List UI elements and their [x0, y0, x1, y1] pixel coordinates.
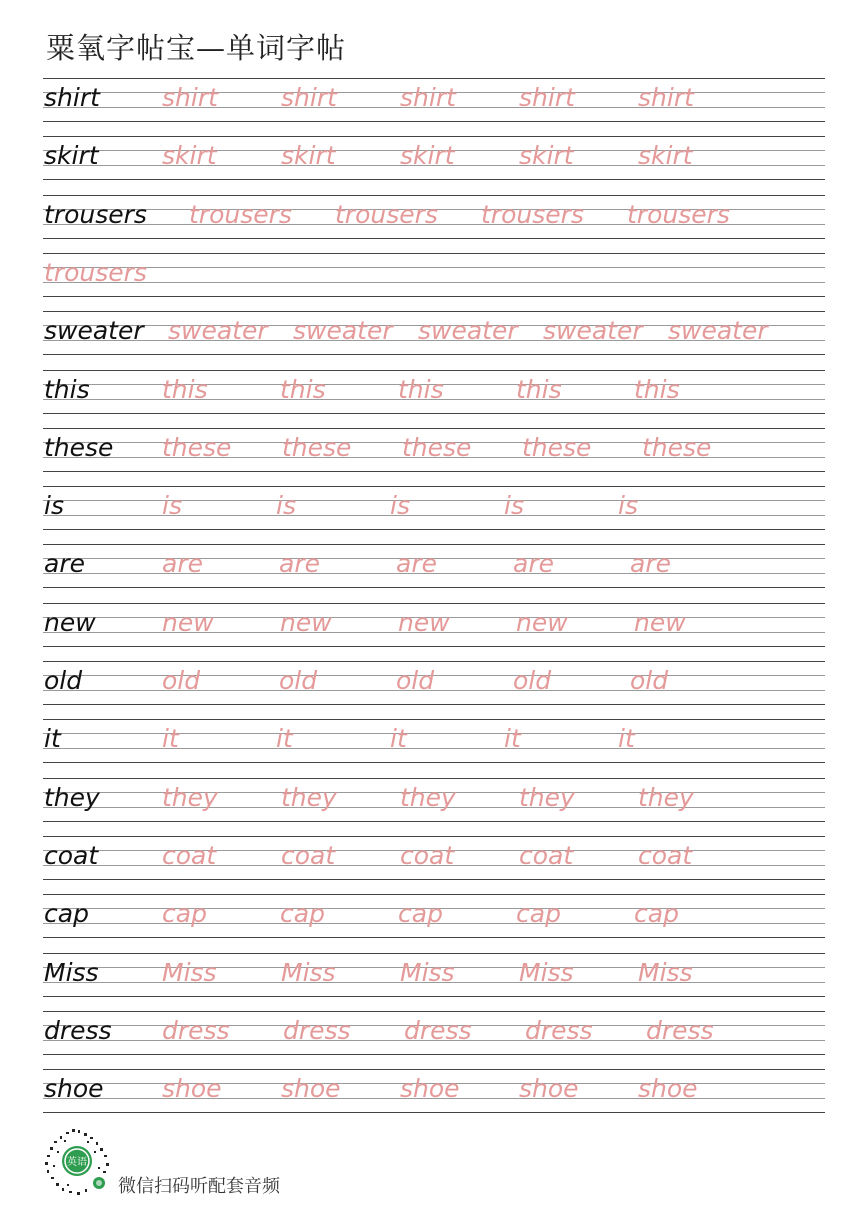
guide-line	[43, 500, 825, 501]
model-word: old	[44, 666, 83, 695]
guide-line	[43, 953, 825, 954]
trace-word: trousers	[627, 199, 730, 229]
trace-word: shoe	[400, 1074, 460, 1104]
trace-word: cap	[516, 899, 561, 929]
trace-word: this	[634, 374, 680, 404]
guide-line	[43, 428, 825, 429]
practice-row	[43, 661, 825, 711]
guide-line	[43, 748, 825, 749]
guide-line	[43, 879, 825, 880]
guide-line	[43, 762, 825, 763]
guide-line	[43, 413, 825, 414]
trace-word: sweater	[168, 316, 268, 346]
practice-row	[43, 428, 825, 478]
trace-word: are	[279, 549, 320, 579]
guide-line	[43, 471, 825, 472]
guide-line	[43, 121, 825, 122]
guide-line	[43, 529, 825, 530]
trace-word: skirt	[638, 141, 693, 171]
practice-row	[43, 544, 825, 594]
model-word: skirt	[44, 141, 99, 171]
model-word: sweater	[44, 316, 144, 346]
guide-line	[43, 894, 825, 895]
trace-word: old	[279, 666, 318, 695]
guide-line	[43, 937, 825, 938]
guide-line	[43, 515, 825, 516]
trace-word: dress	[646, 1015, 714, 1045]
practice-row	[43, 253, 825, 303]
trace-word: this	[280, 374, 326, 404]
guide-line	[43, 1069, 825, 1070]
trace-word: skirt	[519, 141, 574, 171]
trace-word: old	[396, 666, 435, 695]
guide-line	[43, 1011, 825, 1012]
guide-line	[43, 704, 825, 705]
trace-word: are	[630, 549, 671, 579]
trace-word: new	[634, 607, 686, 637]
guide-line	[43, 296, 825, 297]
qr-code-icon	[42, 1127, 112, 1197]
trace-word: new	[516, 607, 568, 637]
trace-word: dress	[525, 1015, 593, 1045]
trace-word: cap	[162, 899, 207, 929]
practice-row	[43, 1011, 825, 1061]
trace-word: these	[282, 432, 352, 462]
guide-line	[43, 486, 825, 487]
guide-line	[43, 311, 825, 312]
trace-word: shirt	[400, 83, 456, 112]
trace-word: dress	[283, 1015, 351, 1045]
model-word: new	[44, 607, 96, 637]
trace-word: shirt	[162, 83, 218, 112]
footer-caption: 微信扫码听配套音频	[118, 1176, 280, 1197]
trace-word: cap	[634, 899, 679, 929]
trace-word: it	[504, 724, 521, 754]
guide-line	[43, 179, 825, 180]
trace-word: shoe	[519, 1074, 579, 1104]
trace-word: dress	[162, 1015, 230, 1045]
trace-word: dress	[404, 1015, 472, 1045]
trace-word: sweater	[418, 316, 518, 346]
practice-row	[43, 486, 825, 536]
trace-word: shirt	[281, 83, 337, 112]
trace-word: old	[630, 666, 669, 695]
model-word: this	[44, 374, 90, 404]
trace-word: they	[400, 782, 456, 812]
trace-word: Miss	[162, 957, 217, 987]
trace-word: old	[162, 666, 201, 695]
practice-row	[43, 836, 825, 886]
trace-word: coat	[162, 840, 217, 870]
model-word: shoe	[44, 1074, 104, 1104]
trace-word: Miss	[281, 957, 336, 987]
trace-word: these	[402, 432, 472, 462]
trace-word: are	[513, 549, 554, 579]
trace-word: new	[162, 607, 214, 637]
trace-word: shoe	[281, 1074, 341, 1104]
model-word: these	[44, 432, 114, 462]
page-title: 粟氧字帖宝—单词字帖	[46, 31, 347, 65]
trace-word: cap	[398, 899, 443, 929]
model-word: Miss	[44, 957, 99, 987]
trace-word: shoe	[162, 1074, 222, 1104]
guide-line	[43, 587, 825, 588]
practice-row	[43, 78, 825, 128]
model-word: are	[44, 549, 85, 579]
trace-word: skirt	[400, 141, 455, 171]
practice-row	[43, 894, 825, 944]
trace-word: coat	[519, 840, 574, 870]
trace-word: this	[516, 374, 562, 404]
trace-word: sweater	[293, 316, 393, 346]
model-word: trousers	[44, 199, 147, 229]
trace-word: old	[513, 666, 552, 695]
trace-word: shirt	[519, 83, 575, 112]
guide-line	[43, 370, 825, 371]
trace-word: is	[276, 491, 296, 521]
trace-word: this	[398, 374, 444, 404]
practice-row	[43, 370, 825, 420]
trace-word: shirt	[638, 83, 694, 112]
trace-word: is	[390, 491, 410, 521]
practice-row	[43, 953, 825, 1003]
trace-word: it	[276, 724, 293, 754]
trace-word: sweater	[543, 316, 643, 346]
guide-line	[43, 253, 825, 254]
trace-word: trousers	[335, 199, 438, 229]
trace-word: is	[618, 491, 638, 521]
guide-line	[43, 778, 825, 779]
guide-line	[43, 719, 825, 720]
trace-word: are	[396, 549, 437, 579]
trace-word: coat	[400, 840, 455, 870]
trace-word: skirt	[162, 141, 217, 171]
model-word: cap	[44, 899, 89, 929]
practice-row	[43, 1069, 825, 1119]
trace-word: is	[162, 491, 182, 521]
model-word: coat	[44, 840, 99, 870]
guide-line	[43, 136, 825, 137]
trace-word: trousers	[44, 257, 147, 287]
model-word: is	[44, 491, 64, 521]
practice-row	[43, 719, 825, 769]
practice-row	[43, 311, 825, 361]
trace-word: it	[618, 724, 635, 754]
trace-word: these	[522, 432, 592, 462]
trace-word: it	[162, 724, 179, 754]
guide-line	[43, 821, 825, 822]
trace-word: Miss	[400, 957, 455, 987]
trace-word: new	[398, 607, 450, 637]
guide-line	[43, 354, 825, 355]
trace-word: sweater	[668, 316, 768, 346]
guide-line	[43, 603, 825, 604]
trace-word: cap	[280, 899, 325, 929]
trace-word: it	[390, 724, 407, 754]
guide-line	[43, 733, 825, 734]
practice-row	[43, 603, 825, 653]
qr-badge-label: 英语	[67, 1157, 87, 1168]
trace-word: coat	[281, 840, 336, 870]
guide-line	[43, 646, 825, 647]
trace-word: is	[504, 491, 524, 521]
guide-line	[43, 238, 825, 239]
trace-word: coat	[638, 840, 693, 870]
guide-line	[43, 1054, 825, 1055]
trace-word: Miss	[638, 957, 693, 987]
guide-line	[43, 661, 825, 662]
trace-word: these	[642, 432, 712, 462]
trace-word: new	[280, 607, 332, 637]
guide-line	[43, 1112, 825, 1113]
guide-line	[43, 282, 825, 283]
guide-line	[43, 836, 825, 837]
trace-word: they	[162, 782, 218, 812]
guide-line	[43, 195, 825, 196]
guide-line	[43, 267, 825, 268]
practice-row	[43, 136, 825, 186]
trace-word: trousers	[189, 199, 292, 229]
trace-word: skirt	[281, 141, 336, 171]
trace-word: these	[162, 432, 232, 462]
trace-word: Miss	[519, 957, 574, 987]
model-word: shirt	[44, 83, 100, 112]
trace-word: are	[162, 549, 203, 579]
trace-word: trousers	[481, 199, 584, 229]
practice-row	[43, 195, 825, 245]
model-word: dress	[44, 1015, 112, 1045]
trace-word: they	[281, 782, 337, 812]
trace-word: they	[638, 782, 694, 812]
trace-word: they	[519, 782, 575, 812]
model-word: it	[44, 724, 61, 754]
guide-line	[43, 544, 825, 545]
guide-line	[43, 996, 825, 997]
practice-row	[43, 778, 825, 828]
model-word: they	[44, 782, 100, 812]
trace-word: shoe	[638, 1074, 698, 1104]
guide-line	[43, 78, 825, 79]
trace-word: this	[162, 374, 208, 404]
